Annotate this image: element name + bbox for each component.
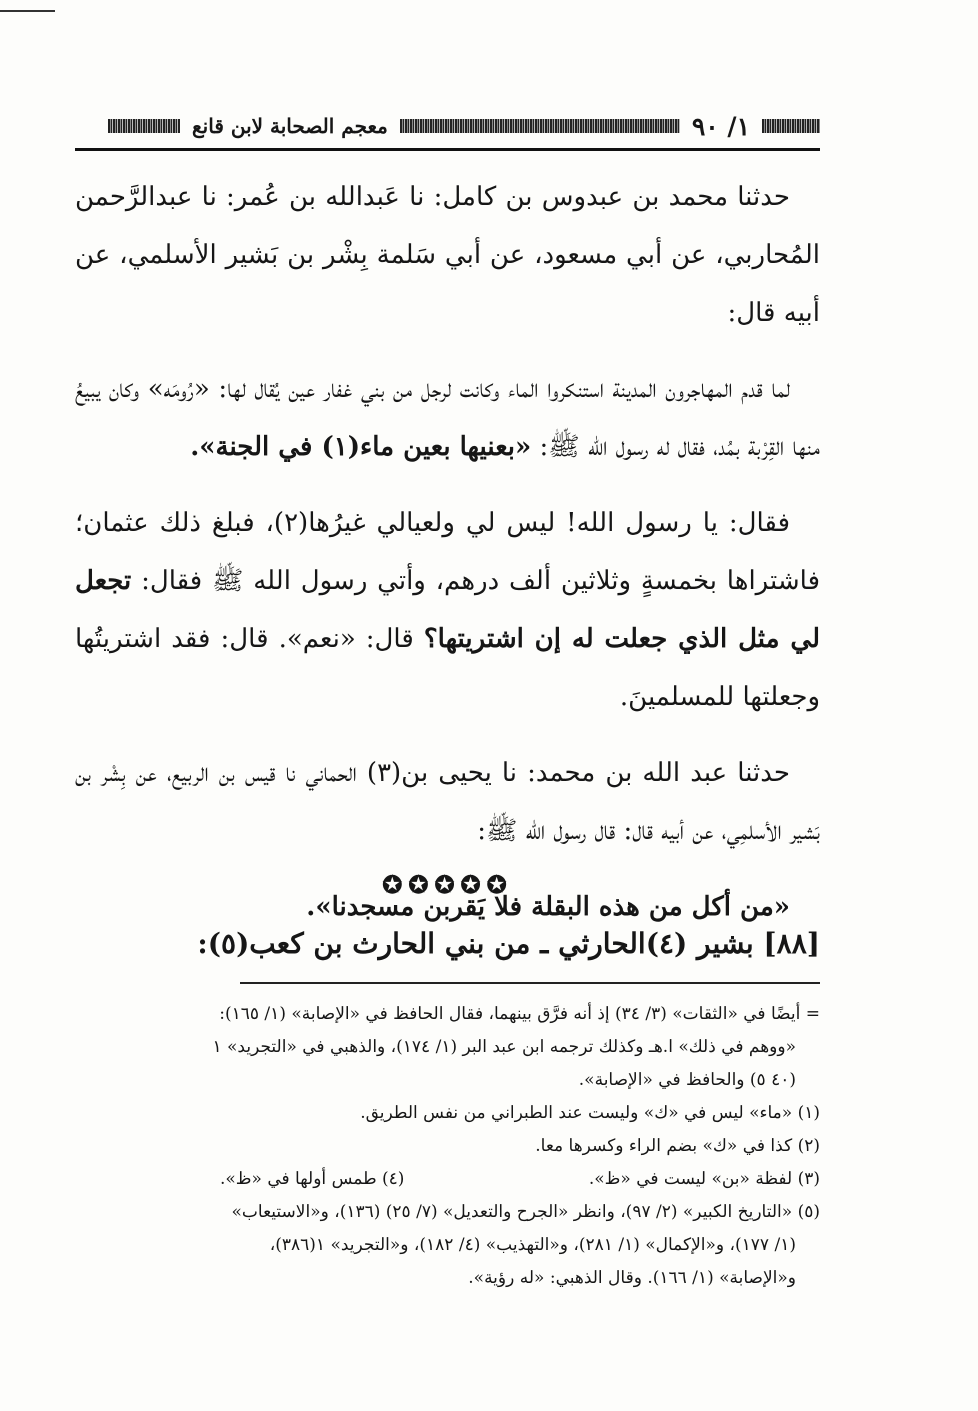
header-ornament-left: [108, 119, 180, 133]
footnote-rule: [240, 982, 820, 984]
header-ornament-middle: [400, 119, 680, 133]
uthman-rest: قال: «نعم». قال: فقد اشتريتُها وجعلتها للمسلمينَ.: [75, 624, 820, 712]
header-ornament-right: [762, 119, 820, 133]
book-title: معجم الصحابة لابن قانع: [192, 114, 388, 138]
footnote-continuation-3: (٤٠ ٥) والحافظ في «الإصابة».: [578, 1070, 796, 1090]
section-separator: ✪✪✪✪✪: [382, 870, 513, 899]
footnote-4: (٤) طمس أولها في «ظ».: [220, 1169, 405, 1189]
footnote-row-3-4: [220, 1163, 820, 1196]
paragraph-uthman: [75, 494, 820, 726]
footnote-5-line-1: (٥) «التاريخ الكبير» (٢/ ٩٧)، وانظر «الجرح والتعديل» (٧/ ٢٥) (١٣٦)، و«الاستيعاب»: [231, 1202, 820, 1222]
footnote-3: (٣) لفظة «بن» ليست في «ظ».: [588, 1169, 820, 1189]
hadith-quote-3: «من أكل من هذه البقلة فلا يَقربن مسجدنا».: [306, 892, 790, 922]
footnote-continuation-2: «ووهم في ذلك» ا.هـ وكذلك ترجمه ابن عبد البر (١/ ١٧٤)، والذهبي في «التجريد» ١: [212, 1037, 796, 1057]
footnote-continuation-1: = أيضًا في «الثقات» (٣/ ٣٤) إذ أنه فرَّق بينهما، فقال الحافظ في «الإصابة» (١/ ١٦٥):: [219, 1004, 820, 1024]
footnote-5-line-2: (١/ ١٧٧)، و«الإكمال» (١/ ٢٨١)، و«التهذيب» (٤/ ١٨٢)، و«التجريد» ١(٣٨٦)،: [269, 1235, 796, 1255]
main-text: [75, 168, 820, 954]
hadith-quote-1: «بعنيها بعين ماء(١) في الجنة».: [190, 432, 532, 462]
entry-heading: [٨٨] بشير (٤)الحارثي ـ من بني الحارث بن كعب(٥):: [197, 927, 820, 960]
page-header: [75, 104, 820, 151]
paragraph-isnad-1: حدثنا محمد بن عبدوس بن كامل: نا عَبدالله بن عُمر: نا عبدالرَّحمن المُحاربي، عن أبي مسعود، عن أبي سَلمة بِشْر بن بَشير الأسلمي، عن أبيه قال:: [75, 182, 820, 328]
footnote-5-line-3: و«الإصابة» (١/ ١٦٦). وقال الذهبي: «له رؤية».: [468, 1268, 796, 1288]
hadith-quote-2: تجعل لي مثل الذي جعلت له إن اشتريتها؟: [75, 566, 820, 654]
story-text: لما قدم المهاجرون المدينة استنكروا الماء وكانت لرجل من بني غفار عين يُقال لها: «رُومَه» وكان يبيعُ منها القِرْبة بمُد، فقال له رسول الله ﷺ:: [75, 374, 820, 462]
paragraph-story: [75, 360, 820, 476]
footnote-1: (١) «ماء» ليس في «ك» وليست عند الطبراني من نفس الطريق.: [360, 1103, 820, 1123]
uthman-text: فقال: يا رسول الله! ليس لي ولعيالي غيرُها(٢)، فبلغ ذلك عثمان؛ فاشتراها بخمسةٍ وثلاثين ألف درهم، وأتي رسول الله ﷺ فقال:: [75, 508, 820, 596]
paragraph-isnad-2: حدثنا عبد الله بن محمد: نا يحيى بن(٣) الحماني نا قيس بن الربيع، عن بِشْر بن بَشير الأسلمِي، عن أبيه قال: قال رسول الله ﷺ:: [75, 758, 820, 846]
footnotes: [75, 998, 820, 1295]
page-number: ١/ ٩٠: [691, 111, 750, 141]
corner-mark: [0, 10, 55, 12]
footnote-2: (٢) كذا في «ك» بضم الراء وكسرها معا.: [535, 1136, 820, 1156]
